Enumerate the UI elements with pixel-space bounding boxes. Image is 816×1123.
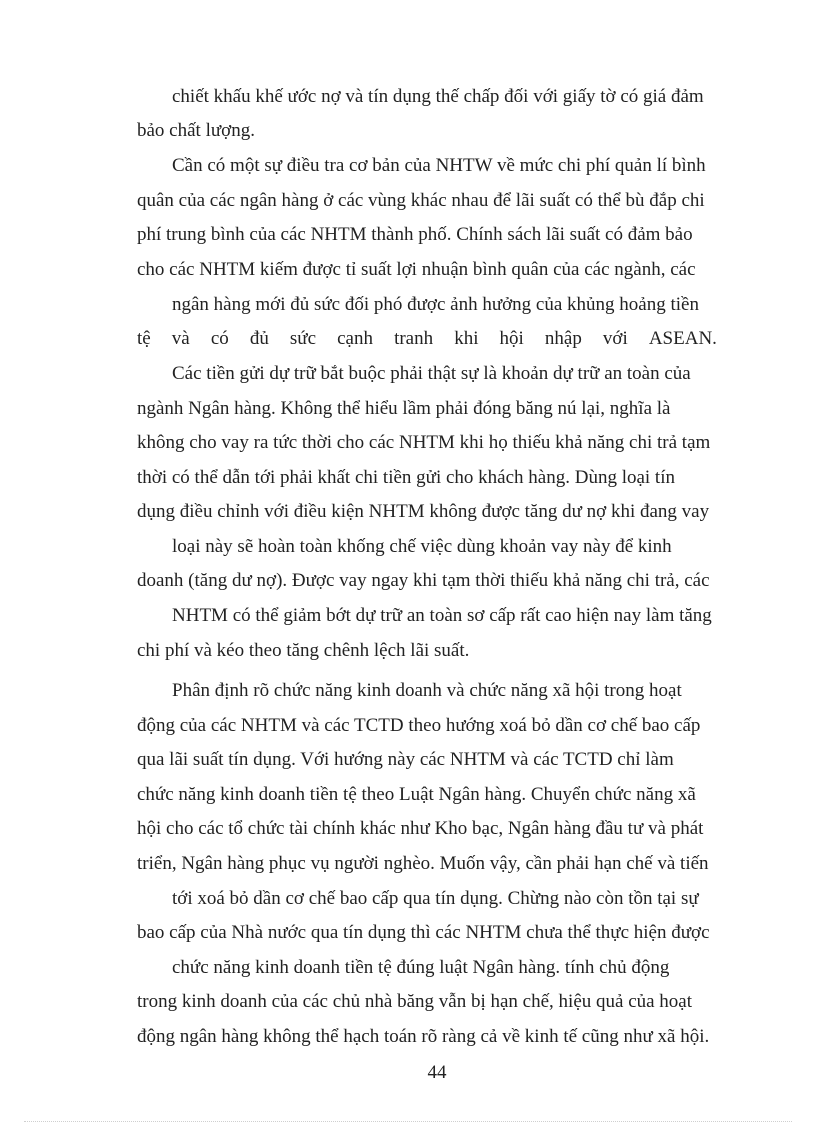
text-line: qua lãi suất tín dụng. Với hướng này các NHTM và các TCTD chỉ làm xyxy=(137,749,674,770)
text-line: loại này sẽ hoàn toàn khống chế việc dùng khoản vay này để kinh xyxy=(172,536,672,557)
word: cạnh xyxy=(337,328,373,349)
text-line: chi phí và kéo theo tăng chênh lệch lãi suất. xyxy=(137,640,470,661)
text-line: trong kinh doanh của các chủ nhà băng vẫn bị hạn chế, hiệu quả của hoạt xyxy=(137,991,693,1012)
text-line: bao cấp của Nhà nước qua tín dụng thì các NHTM chưa thể thực hiện được xyxy=(137,922,710,943)
word: tranh xyxy=(394,328,434,349)
word: có xyxy=(210,328,229,349)
text-line: NHTM có thể giảm bớt dự trữ an toàn sơ cấp rất cao hiện nay làm tăng xyxy=(172,605,712,626)
text-line: hội cho các tổ chức tài chính khác như Kho bạc, Ngân hàng đầu tư và phát xyxy=(137,818,704,839)
word: với xyxy=(602,328,628,349)
word: và xyxy=(171,328,190,349)
text-line: động của các NHTM và các TCTD theo hướng xoá bỏ dần cơ chế bao cấp xyxy=(137,715,701,736)
text-line: quân của các ngân hàng ở các vùng khác nhau để lãi suất có thể bù đắp chi xyxy=(137,190,705,211)
text-line: chức năng kinh doanh tiền tệ theo Luật Ngân hàng. Chuyển chức năng xã xyxy=(137,784,696,805)
word: hội xyxy=(499,328,524,349)
word: khi xyxy=(454,328,479,349)
paragraph-first-line: Phân định rõ chức năng kinh doanh và chức năng xã hội trong hoạt xyxy=(172,680,682,701)
page-bottom-divider xyxy=(24,1121,792,1122)
text-line: chức năng kinh doanh tiền tệ đúng luật Ngân hàng. tính chủ động xyxy=(172,957,670,978)
text-line: cho các NHTM kiếm được tỉ suất lợi nhuận bình quân của các ngành, các xyxy=(137,259,696,280)
text-line: dụng điều chỉnh với điều kiện NHTM không được tăng dư nợ khi đang vay xyxy=(137,501,710,522)
text-line: tới xoá bỏ dần cơ chế bao cấp qua tín dụng. Chừng nào còn tồn tại sự xyxy=(172,888,699,909)
word: nhập xyxy=(544,328,582,349)
text-line: triển, Ngân hàng phục vụ người nghèo. Muốn vậy, cần phải hạn chế và tiến xyxy=(137,853,709,874)
text-line: thời có thể dẫn tới phải khất chi tiền gửi cho khách hàng. Dùng loại tín xyxy=(137,467,675,488)
text-line: ngân hàng mới đủ sức đối phó được ảnh hưởng của khủng hoảng tiền xyxy=(172,294,699,315)
paragraph-first-line: Các tiền gửi dự trữ bắt buộc phải thật sự là khoản dự trữ an toàn của xyxy=(172,363,691,384)
text-line: bảo chất lượng. xyxy=(137,120,255,141)
text-line: chiết khấu khế ước nợ và tín dụng thế chấp đối với giấy tờ có giá đảm xyxy=(172,86,704,107)
paragraph-first-line: Cần có một sự điều tra cơ bản của NHTW về mức chi phí quản lí bình xyxy=(172,155,706,176)
word: tệ xyxy=(137,328,151,349)
text-line: động ngân hàng không thể hạch toán rõ ràng cả về kinh tế cũng như xã hội. xyxy=(137,1026,710,1047)
page-number: 44 xyxy=(427,1062,447,1083)
text-line: không cho vay ra tức thời cho các NHTM khi họ thiếu khả năng chi trả tạm xyxy=(137,432,711,453)
word: sức xyxy=(289,328,317,349)
text-line: doanh (tăng dư nợ). Được vay ngay khi tạm thời thiếu khả năng chi trả, các xyxy=(137,570,710,591)
word: đủ xyxy=(249,328,269,349)
justified-text-line xyxy=(137,322,717,357)
text-line: phí trung bình của các NHTM thành phố. Chính sách lãi suất có đảm bảo xyxy=(137,224,693,245)
text-line: ngành Ngân hàng. Không thể hiểu lầm phải đóng băng nú lại, nghĩa là xyxy=(137,398,671,419)
word: ASEAN. xyxy=(648,328,717,349)
